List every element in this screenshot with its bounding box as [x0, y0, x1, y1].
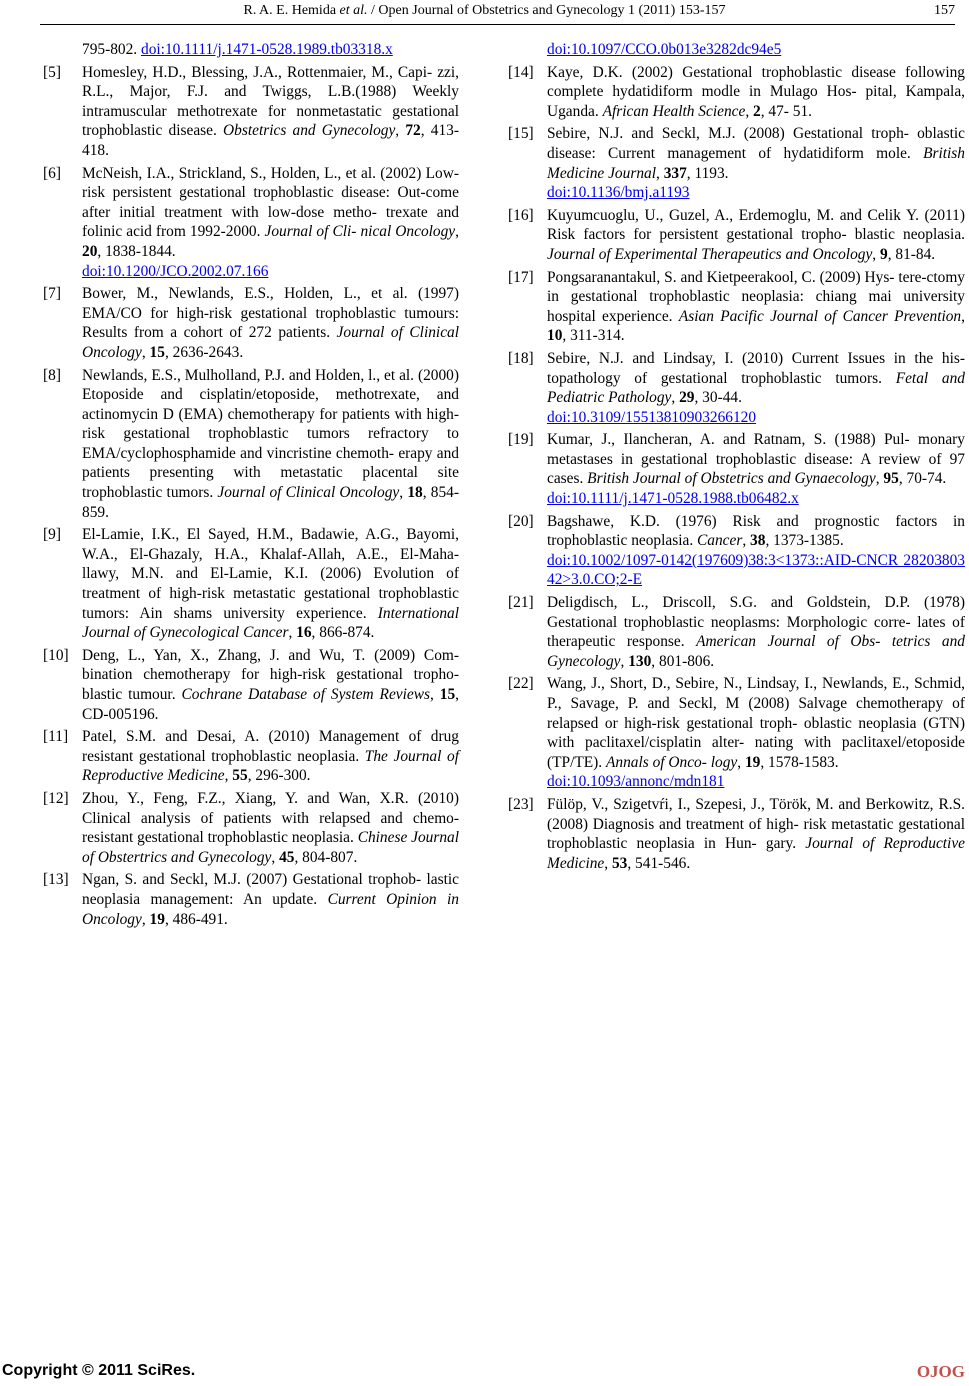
reference-separator: ,	[399, 484, 408, 502]
reference-entry	[43, 646, 459, 724]
reference-separator: ,	[671, 389, 680, 407]
reference-entry	[508, 430, 965, 508]
reference-authors-title: Ngan, S. and Seckl, M.J. (2007) Gestational trophob- lastic neoplasia management: An update.	[82, 871, 459, 908]
reference-volume: 130	[628, 652, 652, 670]
reference-text	[547, 124, 965, 202]
reference-entry	[508, 268, 965, 346]
reference-entry	[43, 870, 459, 929]
reference-authors-title: Kumar, J., Ilancheran, A. and Ratnam, S. (1988) Pul- monary metastases in gestational trophoblastic disease: A review of 97 cases.	[547, 431, 965, 488]
reference-volume: 15	[149, 343, 165, 361]
reference-journal: Journal of Clinical Oncology	[217, 484, 400, 502]
reference-text	[547, 593, 965, 671]
reference-journal: Annals of Onco- logy	[606, 753, 738, 771]
reference-journal: The Journal of Reproductive Medicine	[82, 747, 459, 785]
reference-text	[82, 63, 459, 161]
reference-entry	[508, 674, 965, 792]
reference-authors-title: Wang, J., Short, D., Sebire, N., Lindsay, I., Newlands, E., Schmid, P., Savage, P. and Seckl, M (2008) Salvage chemotherapy of relapsed or high-risk gestational troph- oblastic neoplasia (GTN) with paclitaxel/cisplatin alter- nating with paclitaxel/etoposide (TP/TE).	[547, 675, 965, 771]
reference-number: [21]	[508, 594, 534, 612]
reference-pages: , 30-44.	[694, 389, 742, 407]
reference-journal: Cochrane Database of System Reviews	[181, 686, 430, 703]
reference-number: [10]	[43, 646, 69, 664]
reference-volume: 10	[547, 327, 563, 345]
reference-number: [23]	[508, 795, 534, 813]
reference-pages: , 1838-1844.	[97, 242, 176, 260]
reference-text	[82, 646, 459, 724]
reference-separator: ,	[745, 102, 754, 120]
reference-number: [8]	[43, 366, 61, 384]
reference-separator: ,	[875, 470, 884, 488]
reference-separator: ,	[271, 848, 280, 866]
reference-entry	[43, 63, 459, 161]
reference-text	[547, 349, 965, 427]
reference-number: [13]	[43, 871, 69, 889]
reference-volume: 19	[149, 910, 165, 928]
reference-separator: ,	[961, 307, 965, 325]
reference-volume: 72	[405, 122, 421, 140]
reference-volume: 19	[744, 753, 761, 771]
reference-authors-title: Kaye, D.K. (2002) Gestational trophoblastic disease following complete hydatidiform modle in Mulago Hos- pital, Kampala, Uganda.	[547, 63, 965, 120]
reference-volume: 2	[753, 102, 761, 120]
reference-entry	[508, 206, 965, 265]
reference-pages: , 1193.	[686, 164, 729, 182]
reference-volume: 95	[883, 470, 899, 488]
reference-separator: ,	[455, 223, 459, 241]
reference-pages: , 2636-2643.	[164, 343, 244, 361]
reference-journal: Fetal and Pediatric Pathology	[547, 369, 965, 407]
reference-journal: British Journal of Obstetrics and Gynaecology	[587, 470, 876, 488]
reference-text	[547, 430, 965, 508]
reference-pages: , 81-84.	[887, 245, 936, 263]
reference-separator: ,	[141, 343, 150, 361]
reference-authors-title: Fülöp, V., Szigetvŕi, I., Szepesi, J., Török, M. and Berkowitz, R.S. (2008) Diagnosis and treatment of high- risk metastatic gestational trophoblastic neoplasia in Hun- gary.	[547, 795, 965, 853]
doi-link[interactable]: doi:10.1111/j.1471-0528.1988.tb06482.x	[547, 490, 799, 508]
reference-number: [12]	[43, 789, 69, 807]
page-number: 157	[934, 3, 955, 18]
reference-authors-title: Zhou, Y., Feng, F.Z., Xiang, Y. and Wan, X.R. (2010) Clinical analysis of patients with relapsed and chemo- resistant gestational trophoblastic neoplasia.	[82, 789, 459, 847]
reference-separator: ,	[395, 122, 406, 140]
reference-entry	[43, 789, 459, 867]
reference-journal: Journal of Clinical Oncology	[82, 324, 459, 361]
reference-authors-title: Patel, S.M. and Desai, A. (2010) Management of drug resistant gestational trophoblastic neoplasia.	[82, 728, 459, 765]
reference-volume: 337	[663, 164, 687, 182]
running-head-prefix: R. A. E. Hemida	[243, 3, 340, 18]
reference-number: [11]	[43, 728, 69, 746]
running-head-suffix: / Open Journal of Obstetrics and Gynecology 1 (2011) 153-157	[367, 3, 726, 18]
reference-volume: 45	[279, 848, 295, 866]
reference-journal: British Medicine Journal	[547, 144, 965, 182]
reference-authors-title: McNeish, I.A., Strickland, S., Holden, L., et al. (2002) Low-risk persistent gestational trophoblastic disease: Out-come after initial treatment with low-dose metho- trexate and folinic acid from 1992-2000.	[82, 164, 459, 241]
reference-separator: ,	[224, 767, 233, 785]
reference-text	[82, 284, 459, 362]
running-head	[0, 2, 969, 20]
continuation-text: 795-802.	[82, 41, 141, 58]
reference-entry	[43, 284, 459, 362]
reference-text	[82, 870, 459, 929]
reference-authors-title: Deng, L., Yan, X., Zhang, J. and Wu, T. (2009) Com- bination chemotherapy for high-risk gestational tropho- blastic tumour.	[82, 646, 459, 703]
reference-separator: ,	[604, 854, 612, 872]
reference-entry	[508, 795, 965, 873]
reference-authors-title: Kuyumcuoglu, U., Guzel, A., Erdemoglu, M. and Celik Y. (2011) Risk factors for persistent gestational tropho- blastic neoplasia.	[547, 206, 965, 244]
reference-entry	[43, 727, 459, 786]
reference-journal: Current Opinion in Oncology	[82, 890, 459, 928]
reference-volume: 18	[407, 484, 423, 502]
reference-pages: , 854-859.	[82, 484, 459, 521]
reference-volume: 9	[880, 245, 888, 263]
reference-continuation	[43, 40, 459, 60]
reference-pages: , 311-314.	[562, 327, 625, 345]
reference-pages: , 1373-1385.	[765, 532, 844, 550]
reference-volume: 29	[679, 389, 695, 407]
reference-entry	[43, 164, 459, 282]
reference-pages: , 866-874.	[311, 624, 375, 642]
doi-link[interactable]: doi:10.1093/annonc/mdn181	[547, 773, 725, 791]
reference-entry	[508, 512, 965, 590]
reference-number: [9]	[43, 526, 61, 544]
reference-separator: ,	[620, 652, 629, 670]
reference-number: [6]	[43, 164, 61, 182]
reference-number: [16]	[508, 206, 534, 224]
reference-separator: ,	[742, 532, 751, 550]
reference-entry	[43, 525, 459, 643]
reference-journal: Chinese Journal of Obstertrics and Gynecology	[82, 829, 459, 866]
reference-column-left	[43, 40, 459, 932]
reference-pages: , 804-807.	[294, 848, 358, 866]
reference-pages: , 801-806.	[651, 652, 715, 670]
reference-text	[547, 206, 965, 265]
reference-number: [22]	[508, 675, 534, 693]
reference-text	[547, 268, 965, 346]
reference-number: [17]	[508, 268, 534, 286]
reference-volume: 38	[750, 532, 766, 550]
reference-entry	[43, 366, 459, 523]
reference-entry	[508, 63, 965, 122]
page-footer	[0, 1356, 969, 1386]
copyright-notice: Copyright © 2011 SciRes.	[2, 1362, 196, 1379]
doi-link[interactable]: doi:10.1097/CCO.0b013e3282dc94e5	[547, 41, 782, 58]
reference-volume: 15	[439, 686, 456, 703]
reference-pages: , 296-300.	[247, 767, 311, 785]
reference-pages: , 413- 418.	[82, 122, 459, 159]
doi-link[interactable]: doi:10.1002/1097-0142(197609)38:3<1373::AID-CNCR 2820380342>3.0.CO;2-E	[547, 551, 965, 589]
reference-pages: , 1578-1583.	[760, 753, 839, 771]
reference-journal: Obstetrics and Gynecology	[223, 122, 396, 140]
reference-authors-title: Pongsaranantakul, S. and Kietpeerakool, C. (2009) Hys- tere-ctomy in gestational trophoblastic neoplasia: chiang mai university hospital experience.	[547, 268, 965, 325]
reference-journal: Journal of Experimental Therapeutics and Oncology	[547, 245, 873, 263]
doi-link[interactable]: doi:10.3109/15513810903266120	[547, 408, 757, 426]
reference-separator: ,	[288, 624, 297, 642]
reference-number: [20]	[508, 512, 534, 530]
reference-separator: ,	[737, 753, 745, 771]
reference-authors-title: Newlands, E.S., Mulholland, P.J. and Holden, l., et al. (2000) Etoposide and cisplatin/etoposide, methotrexate, and actinomycin D (EMA) chemotherapy for patients with high-risk gestational trophoblastic tumors refractory to EMA/cyclophosphamide and vincristine chemoth- erapy and patients presenting with metastatic placental site trophoblastic tumors.	[82, 366, 459, 502]
reference-column-right	[508, 40, 965, 876]
reference-pages: , 541-546.	[627, 854, 691, 872]
reference-journal: Journal of Reproductive Medicine	[547, 835, 965, 872]
reference-journal: Asian Pacific Journal of Cancer Prevention	[678, 307, 962, 325]
doi-link[interactable]: doi:10.1111/j.1471-0528.1989.tb03318.x	[141, 41, 393, 58]
reference-text	[82, 727, 459, 786]
reference-number: [19]	[508, 431, 534, 449]
reference-separator: ,	[430, 686, 440, 703]
reference-number: [15]	[508, 125, 534, 143]
reference-authors-title: Deligdisch, L., Driscoll, S.G. and Goldstein, D.P. (1978) Gestational trophoblastic neoplasms: Morphologic corre- lates of therapeutic response.	[547, 594, 965, 651]
reference-journal: Cancer	[697, 532, 743, 550]
reference-volume: 55	[232, 767, 248, 785]
reference-text	[547, 674, 965, 792]
reference-text	[82, 789, 459, 867]
reference-text	[82, 366, 459, 523]
reference-journal: International Journal of Gynecological Cancer	[82, 604, 459, 642]
reference-pages: , 70-74.	[898, 470, 947, 488]
reference-continuation	[508, 40, 965, 60]
reference-number: [14]	[508, 63, 534, 81]
reference-separator: ,	[872, 245, 880, 263]
reference-pages: , 486-491.	[164, 910, 228, 928]
reference-text	[547, 512, 965, 590]
reference-volume: 53	[611, 854, 628, 872]
reference-volume: 16	[296, 624, 312, 642]
reference-number: [18]	[508, 349, 534, 367]
reference-authors-title: El-Lamie, I.K., El Sayed, H.M., Badawie, A.G., Bayomi, W.A., El-Ghazaly, H.A., Khalaf-Allah, A.E., El-Maha- llawy, M.N. and El-Lamie, K.I. (2006) Evolution of treatment of high-risk metastatic gestational trophoblastic tumors: Ain shams university experience.	[82, 526, 459, 622]
reference-separator: ,	[655, 164, 664, 182]
reference-journal: Journal of Cli- nical Oncology	[264, 223, 456, 241]
reference-entry	[508, 349, 965, 427]
reference-volume: 20	[82, 242, 98, 260]
header-rule	[40, 24, 955, 25]
reference-separator: ,	[141, 910, 150, 928]
running-head-etal: et al.	[339, 3, 368, 18]
reference-entry	[508, 593, 965, 671]
reference-journal: American Journal of Obs- tetrics and Gynecology	[547, 633, 965, 670]
running-header	[0, 0, 969, 26]
doi-link[interactable]: doi:10.1136/bmj.a1193	[547, 184, 690, 202]
reference-text	[547, 63, 965, 122]
reference-number: [7]	[43, 285, 61, 303]
reference-pages: , 47- 51.	[760, 102, 813, 120]
reference-authors-title: Bower, M., Newlands, E.S., Holden, L., et al. (1997) EMA/CO for high-risk gestational trophoblastic tumours: Results from a cohort of 272 patients.	[82, 285, 459, 342]
reference-entry	[508, 124, 965, 202]
reference-authors-title: Homesley, H.D., Blessing, J.A., Rottenmaier, M., Capi- zzi, R.L., Major, F.J. and Twiggs, L.B.(1988) Weekly intramuscular methotrexate for nonmetastatic gestational trophoblastic disease.	[82, 63, 459, 140]
reference-text	[547, 795, 965, 873]
reference-text	[82, 164, 459, 282]
reference-number: [5]	[43, 63, 61, 81]
journal-abbreviation: OJOG	[916, 1362, 965, 1381]
reference-pages: , CD-005196.	[82, 686, 460, 723]
reference-text	[82, 525, 459, 643]
reference-authors-title: Bagshawe, K.D. (1976) Risk and prognostic factors in trophoblastic neoplasia.	[547, 512, 965, 550]
reference-journal: African Health Science	[602, 102, 746, 120]
reference-authors-title: Sebire, N.J. and Lindsay, I. (2010) Current Issues in the his- topathology of gestational trophoblastic tumors.	[547, 349, 965, 387]
doi-link[interactable]: doi:10.1200/JCO.2002.07.166	[82, 262, 269, 280]
reference-authors-title: Sebire, N.J. and Seckl, M.J. (2008) Gestational troph- oblastic disease: Current management of hydatidiform mole.	[547, 125, 965, 162]
